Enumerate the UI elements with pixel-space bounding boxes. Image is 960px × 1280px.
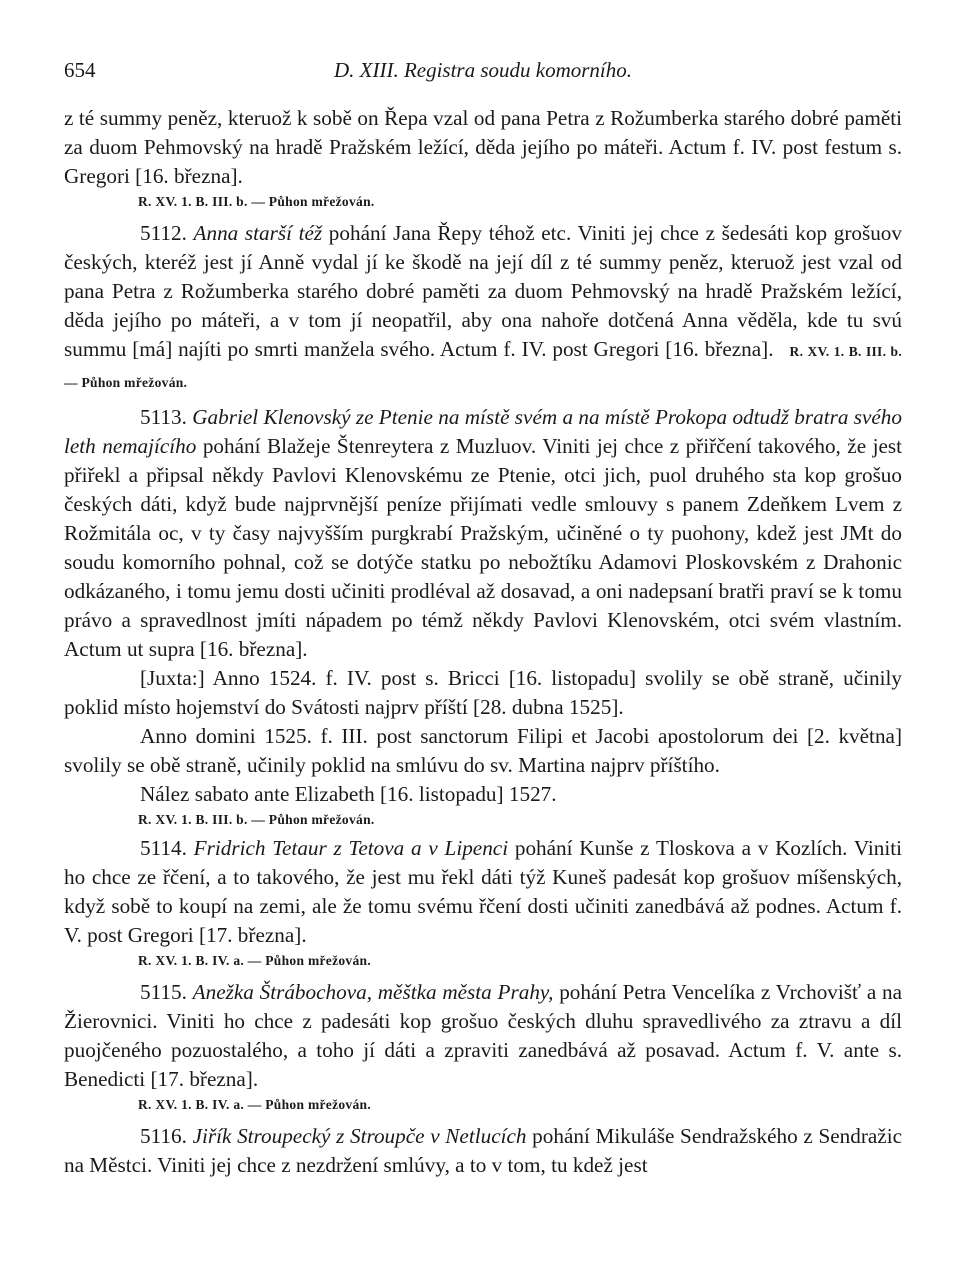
entry-text: pohání Petra Vencelíka z Vrchovišť a na Žierovnici. Viniti ho chce z padesáti kop grošuo českých dluhu spravedlivého za ztravu a díl puojčeného pozuostalého, a toho jí dáti a zpraviti zanedbává až posavad. Actum f. V. ante s. Benedicti [17. března]. (64, 980, 902, 1091)
entry-note: [Juxta:] Anno 1524. f. IV. post s. Bricci [16. listopadu] svolily se obě straně, učinily poklid místo hojemství do Svátosti najprv příští [28. dubna 1525]. (64, 666, 902, 719)
entry-5115 (64, 978, 902, 1094)
archive-reference: R. XV. 1. B. III. b. — Půhon mřežován. (138, 812, 375, 827)
entry-party-name: Fridrich Tetaur z Tetova a v Lipenci (193, 836, 509, 860)
entry-5113 (64, 403, 902, 664)
entry-5114 (64, 834, 902, 950)
paragraph-continuation: z té summy peněz, kteruož k sobě on Řepa vzal od pana Petra z Rožumberka starého dobré paměti za duom Pehmovský na hradě Pražském ležící, děda jejího po máteři. Actum f. IV. post festum s. Gregori [16. března]. (64, 106, 902, 188)
entry-number: 5112. (140, 221, 187, 245)
entry-text: pohání Mikuláše Sendražského z Sendražic na Městci. Viniti jej chce z nezdržení smlúvy, a to v tom, tu kdež jest (64, 1124, 903, 1177)
entry-party-name: Anna starší též (193, 221, 323, 245)
running-title: D. XIII. Registra soudu komorního. (333, 58, 633, 82)
page-number: 654 (64, 58, 96, 82)
entry-note: Anno domini 1525. f. III. post sanctorum Filipi et Jacobi apostolorum dei [2. května] svolily se obě straně, učinily poklid na smlúvu do sv. Martina najprv příštího. (64, 724, 902, 777)
entry-note: Nález sabato ante Elizabeth [16. listopadu] 1527. (140, 782, 557, 806)
entry-number: 5116. (140, 1124, 187, 1148)
entry-party-name: Jiřík Stroupecký z Stroupče v Netlucích (192, 1124, 527, 1148)
entry-number: 5115. (140, 980, 187, 1004)
entry-number: 5114. (140, 836, 187, 860)
archive-reference: R. XV. 1. B. IV. a. — Půhon mřežován. (138, 1097, 371, 1112)
running-header (64, 58, 902, 98)
entry-party-name: Anežka Štrábochova, měštka města Prahy, (192, 980, 554, 1004)
entry-5116 (64, 1122, 902, 1180)
entry-number: 5113. (140, 405, 187, 429)
entry-text: pohání Kunše z Tloskova a v Kozlích. Viniti ho chce ze řčení, a to takového, že jest mu řekl dáti týž Kuneš padesát kop grošuov míšenských, když sobě to koupí na zemi, ale že tomu svému řčení dosti učiniti zanedbává až podnes. Actum f. V. post Gregori [17. března]. (64, 836, 903, 947)
archive-reference: R. XV. 1. B. IV. a. — Půhon mřežován. (138, 953, 371, 968)
entry-5112 (64, 219, 902, 397)
archive-reference: R. XV. 1. B. III. b. — Půhon mřežován. (138, 194, 375, 209)
entry-party-name: Gabriel Klenovský ze Ptenie na místě svém a na místě Prokopa odtudž bratra svého leth nemajícího (64, 405, 902, 458)
archive-reference: R. XV. 1. B. III. b. — Půhon mřežován. (64, 344, 902, 390)
document-body (64, 104, 902, 1180)
entry-text: pohání Jana Řepy téhož etc. Viniti jej chce z šedesáti kop grošuov českých, kteréž jest jí Anně vydal jí ke škodě na její díl z té summy peněz, kteruož jest vzal od pana Petra z Rožumberka starého dobré paměti za duom Pehmovský na hradě Pražském ležící, děda jejího po máteři, a v tom jí neopatřil, aby ona nahoře dotčená Anna věděla, kde tu svú summu [má] najíti po smrti manžela svého. Actum f. IV. post Gregori [16. března]. (64, 221, 902, 361)
entry-text: pohání Blažeje Štenreytera z Muzluov. Viniti jej chce z přiřčení takového, že jest přiřekl a připsal někdy Pavlovi Klenovskému ze Ptenie, otci jich, puol druhého sta kop grošuo českých dáti, když bude najprvnější peníze přijímati vedle smlouvy s panem Zdeňkem Lvem z Rožmitála oc, v ty časy najvyšším purgkrabí Pražským, učiněné o ty puohony, kdež jest JMt do soudu komorního pohnal, což se dotýče statku po nebožtíku Adamovi Ploskovském z Drahonic odkázaného, i tomu jemu dosti učiniti prodléval až dosavad, a oni nadepsaní bratři praví se k tomu právo a spravedlnost jmíti nápadem po témž někdy Pavlovi Klenovském, otci svém vlastním. Actum ut supra [16. března]. (64, 434, 902, 661)
